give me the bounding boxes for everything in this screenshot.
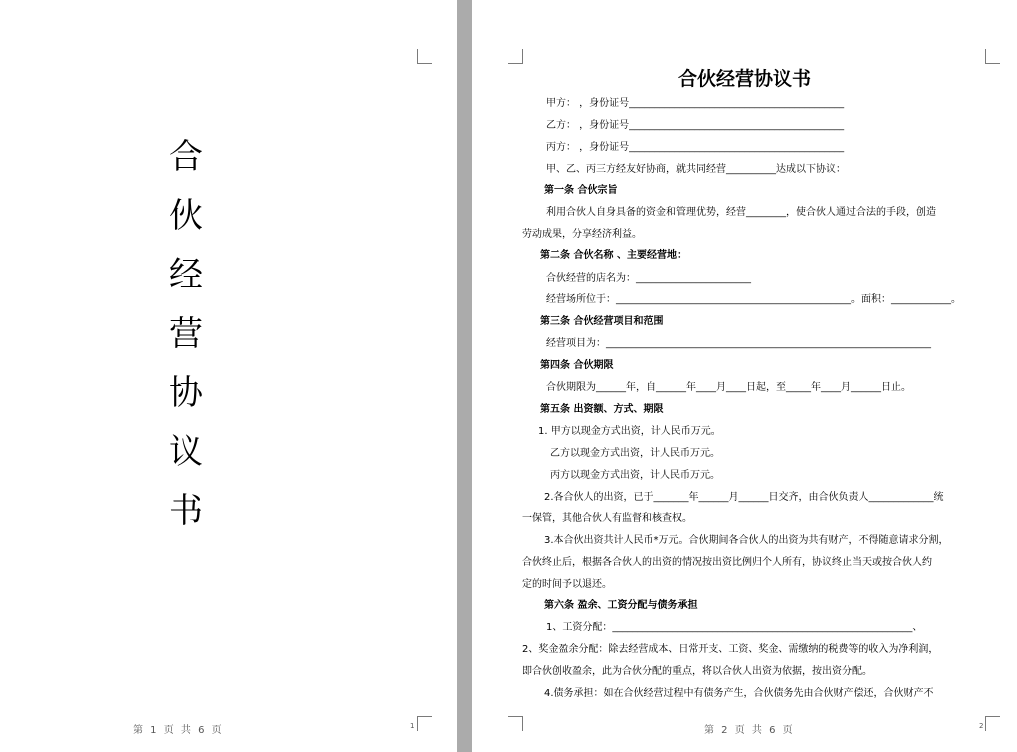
paragraph-line: 合伙终止后，根据各合伙人的出资的情况按出资比例归个人所有，协议终止当天或按合伙人约 (522, 557, 932, 568)
paragraph-line: 2、奖金盈余分配：除去经营成本、日常开支、工资、奖金、需缴纳的税费等的收入为净利润， (522, 644, 939, 655)
article-heading: 第四条 合伙期限 (540, 360, 614, 371)
cover-title-char: 合 (169, 137, 203, 177)
paragraph-line: 甲、乙、丙三方经友好协商，就共同经营__________达成以下协议： (546, 164, 846, 175)
document-page-1 (0, 0, 457, 752)
cover-title-char: 书 (169, 491, 203, 531)
margin-corner-mark (508, 49, 523, 64)
paragraph-line: 丙方以现金方式出资，计人民币万元。 (550, 470, 720, 481)
paragraph-line: 3.本合伙出资共计人民币*万元。合伙期间各合伙人的出资为共有财产，不得随意请求分割， (544, 535, 949, 546)
cover-title-char: 议 (169, 432, 203, 472)
article-heading: 第三条 合伙经营项目和范围 (540, 316, 664, 327)
party-c-line: 丙方： ，身份证号___________________________________________ (546, 142, 845, 153)
article-heading: 第一条 合伙宗旨 (544, 185, 618, 196)
paragraph-line: 合伙经营的店名为：_______________________ (546, 273, 751, 284)
margin-corner-mark (417, 49, 432, 64)
cover-title (166, 128, 206, 541)
page-footer: 第 1 页 共 6 页 (133, 725, 224, 736)
cover-title-char: 营 (169, 314, 203, 354)
paragraph-line: 1. 甲方以现金方式出资，计人民币万元。 (538, 426, 721, 437)
article-heading: 第五条 出资额、方式、期限 (540, 404, 664, 415)
margin-corner-mark (508, 716, 523, 731)
article-heading: 第二条 合伙名称 、主要经营地： (540, 250, 687, 261)
margin-corner-mark (985, 49, 1000, 64)
party-a-line: 甲方： ，身份证号___________________________________________ (546, 98, 845, 109)
paragraph-line: 劳动成果，分享经济利益。 (522, 229, 642, 240)
paragraph-line: 即合伙创收盈余，此为合伙分配的重点，将以合伙人出资为依据，按出资分配。 (522, 666, 872, 677)
paragraph-line: 经营项目为：_________________________________________________________________ (546, 338, 931, 349)
page-footer: 第 2 页 共 6 页 (704, 725, 795, 736)
cover-title-char: 伙 (169, 196, 203, 236)
paragraph-line: 乙方以现金方式出资，计人民币万元。 (550, 448, 720, 459)
paragraph-line: 经营场所位于：_______________________________________________。面积：____________。 (546, 294, 961, 305)
party-b-line: 乙方： ，身份证号___________________________________________ (546, 120, 845, 131)
article-heading: 第六条 盈余、工资分配与债务承担 (544, 600, 698, 611)
document-title: 合伙经营协议书 (677, 68, 811, 90)
paragraph-line: 定的时间予以退还。 (522, 579, 612, 590)
page-number: 2 (979, 722, 984, 730)
cover-title-char: 经 (169, 255, 203, 295)
paragraph-line: 利用合伙人自身具备的资金和管理优势，经营________，使合伙人通过合法的手段，创造 (546, 207, 936, 218)
paragraph-line: 1、工资分配：____________________________________________________________、 (546, 622, 923, 633)
margin-corner-mark (417, 716, 432, 731)
margin-corner-mark (985, 716, 1000, 731)
cover-title-char: 协 (169, 373, 203, 413)
paragraph-line: 一保管，其他合伙人有监督和核查权。 (522, 513, 692, 524)
paragraph-line: 合伙期限为______年，自______年____月____日起，至_____年____月______日止。 (546, 382, 911, 393)
paragraph-line: 4.债务承担：如在合伙经营过程中有债务产生，合伙债务先由合伙财产偿还，合伙财产不 (544, 688, 934, 699)
page-number: 1 (410, 722, 415, 730)
document-page-2 (472, 0, 1017, 752)
paragraph-line: 2.各合伙人的出资，已于_______年______月______日交齐，由合伙负责人_____________统 (544, 492, 944, 503)
